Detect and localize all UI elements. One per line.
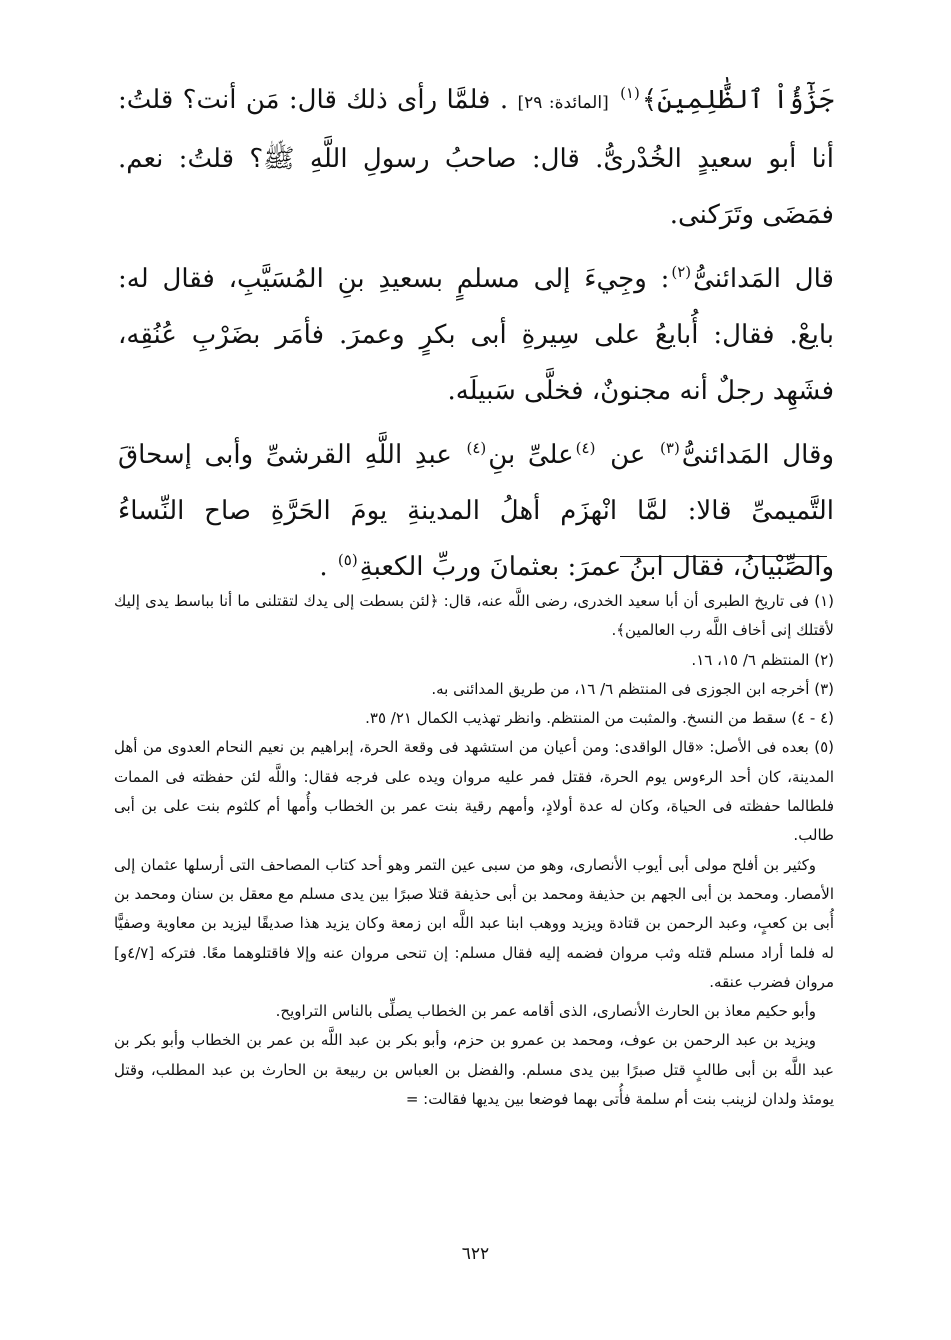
quran-citation: [المائدة: ٢٩] — [517, 93, 609, 113]
footnote-2: (٢) المنتظم ٦/ ١٥، ١٦. — [691, 650, 834, 669]
page-number: ٦٢٢ — [461, 1244, 490, 1264]
footnote-ref-4-end: (٤) — [466, 439, 487, 458]
footnote-5-continuation-1: وكثير بن أفلح مولى أبى أيوب الأنصارى، وهو من سبى عين التمر وهو أحد كتاب المصاحف التى أرسلها عثمان إلى الأمصار. ومحمد بن أبى الجهم بن حذيفة ومحمد بن أبى حذيفة قتلا صبرًا بين يدى مسلم مع معقل بن سنان ومحمد بن أُبى بن كعبٍ، وعبد الرحمن بن قتادة ويزيد ووهب ابنا عبد اللَّه ابن زمعة وكان يزيد هذا صديقًا ليزيد بن معاوية وصفيًّا له فلما أراد مسلم قتله وثب مروان فضمه إليه فقال مسلم: إن تنحى مروان عنه وإلا فاقتلوهما معًا. فتركه [٤/٧و] مروان فضرب عنقه. — [114, 855, 834, 991]
footnote-ref-1: (١) — [620, 84, 640, 103]
paragraph-1-text: . فلمَّا رأى ذلك قال: مَن أنت؟ قلتُ: أنا أبو سعيدٍ الخُدْرىُّ. قال: صاحبُ رسولِ اللَّهِ ﷺ؟ قلتُ: نعم. فمَضَى وتَرَكنى. — [118, 85, 835, 230]
footnote-3: (٣) أخرجه ابن الجوزى فى المنتظم ٦/ ١٦، من طريق المدائنى به. — [431, 679, 834, 698]
paragraph-3-text: عبدِ اللَّهِ القرشىِّ وأبى إسحاقَ التَّميمىِّ قالا: لمَّا انْهزَم أهلُ المدينةِ يومَ الحَرَّةِ صاح النِّساءُ والصِّبْيانُ، فقال ابنُ عمرَ: بعثمانَ وربِّ الكعبةِ — [118, 440, 834, 582]
paragraph-3-an: عن — [610, 440, 646, 470]
footnote-5-continuation-2: وأبو حكيم معاذ بن الحارث الأنصارى، الذى أقامه عمر بن الخطاب يصلِّى بالناس التراويح. — [275, 1002, 816, 1021]
main-text-body — [118, 72, 834, 595]
footnote-ref-4-start: (٤) — [575, 439, 596, 458]
footnotes-section — [114, 587, 834, 1114]
paragraph-2-opening: قال المَدائنىُّ — [693, 264, 834, 294]
main-paragraph-3 — [118, 427, 834, 595]
main-paragraph-1 — [118, 72, 834, 243]
quran-verse-ending: جَزَٰٓؤُاْ ٱلظَّٰلِمِينَ﴾ — [641, 85, 835, 115]
main-paragraph-2 — [118, 251, 834, 419]
footnote-ref-2: (٢) — [671, 263, 692, 282]
footnote-1: (١) فى تاريخ الطبرى أن أبا سعيد الخدرى، رضى اللَّه عنه، قال: ﴿لئن بسطت إلى يدك لتقتلنى ما أنا بباسط يدى إليك لأقتلك إنى أخاف اللَّه رب العالمين﴾. — [114, 592, 834, 640]
footnote-ref-5: (٥) — [337, 551, 358, 570]
footnote-separator — [620, 556, 827, 557]
paragraph-3-opening: وقال المَدائنىُّ — [681, 440, 835, 470]
footnote-4: (٤ - ٤) سقط من النسخ. والمثبت من المنتظم. وانظر تهذيب الكمال ٢١/ ٣٥. — [365, 709, 834, 728]
footnote-ref-3: (٣) — [660, 439, 680, 458]
footnote-5-continuation-3: ويزيد بن عبد الرحمن بن عوف، ومحمد بن عمرو بن حزم، وأبو بكر بن عبد اللَّه بن عمر بن الخطاب وأبو بكر بن عبد اللَّه بن أبى طالبٍ قتل صبرًا بين يدى مسلم. والفضل بن العباس بن ربيعة بن الحارث بن عبد المطلب، وقتل يومئذ ولدان لزينب بنت أم سلمة فأُتى بهما فوضعا بين يديها فقالت: = — [114, 1031, 834, 1109]
footnote-5: (٥) بعده فى الأصل: «قال الواقدى: ومن أعيان من استشهد فى وقعة الحرة، إبراهيم بن نعيم النحام العدوى من أهل المدينة، كان أحد الرءوس يوم الحرة، فقتل فمر عليه مروان ويده على فرجه فقال: واللَّه لئن حفظته فى الممات فلطالما حفظته فى الحياة، وكان له عدة أولادٍ، وأمهم رقية بنت عمر بن الخطاب وأُمها أم كلثوم بنت على بن أبى طالب. — [114, 738, 834, 845]
paragraph-3-omitted-name: علىِّ بنِ — [488, 440, 574, 470]
paragraph-3-end: . — [319, 552, 328, 582]
paragraph-2-text: : وجِيءَ إلى مسلمٍ بسعيدِ بنِ المُسَيَّبِ، فقال له: بايعْ. فقال: أُبايعُ على سِيرةِ أبى بكرٍ وعمرَ. فأمَر بضَرْبِ عُنُقِه، فشَهِد رجلٌ أنه مجنونٌ، فخلَّى سَبيلَه. — [118, 264, 834, 406]
